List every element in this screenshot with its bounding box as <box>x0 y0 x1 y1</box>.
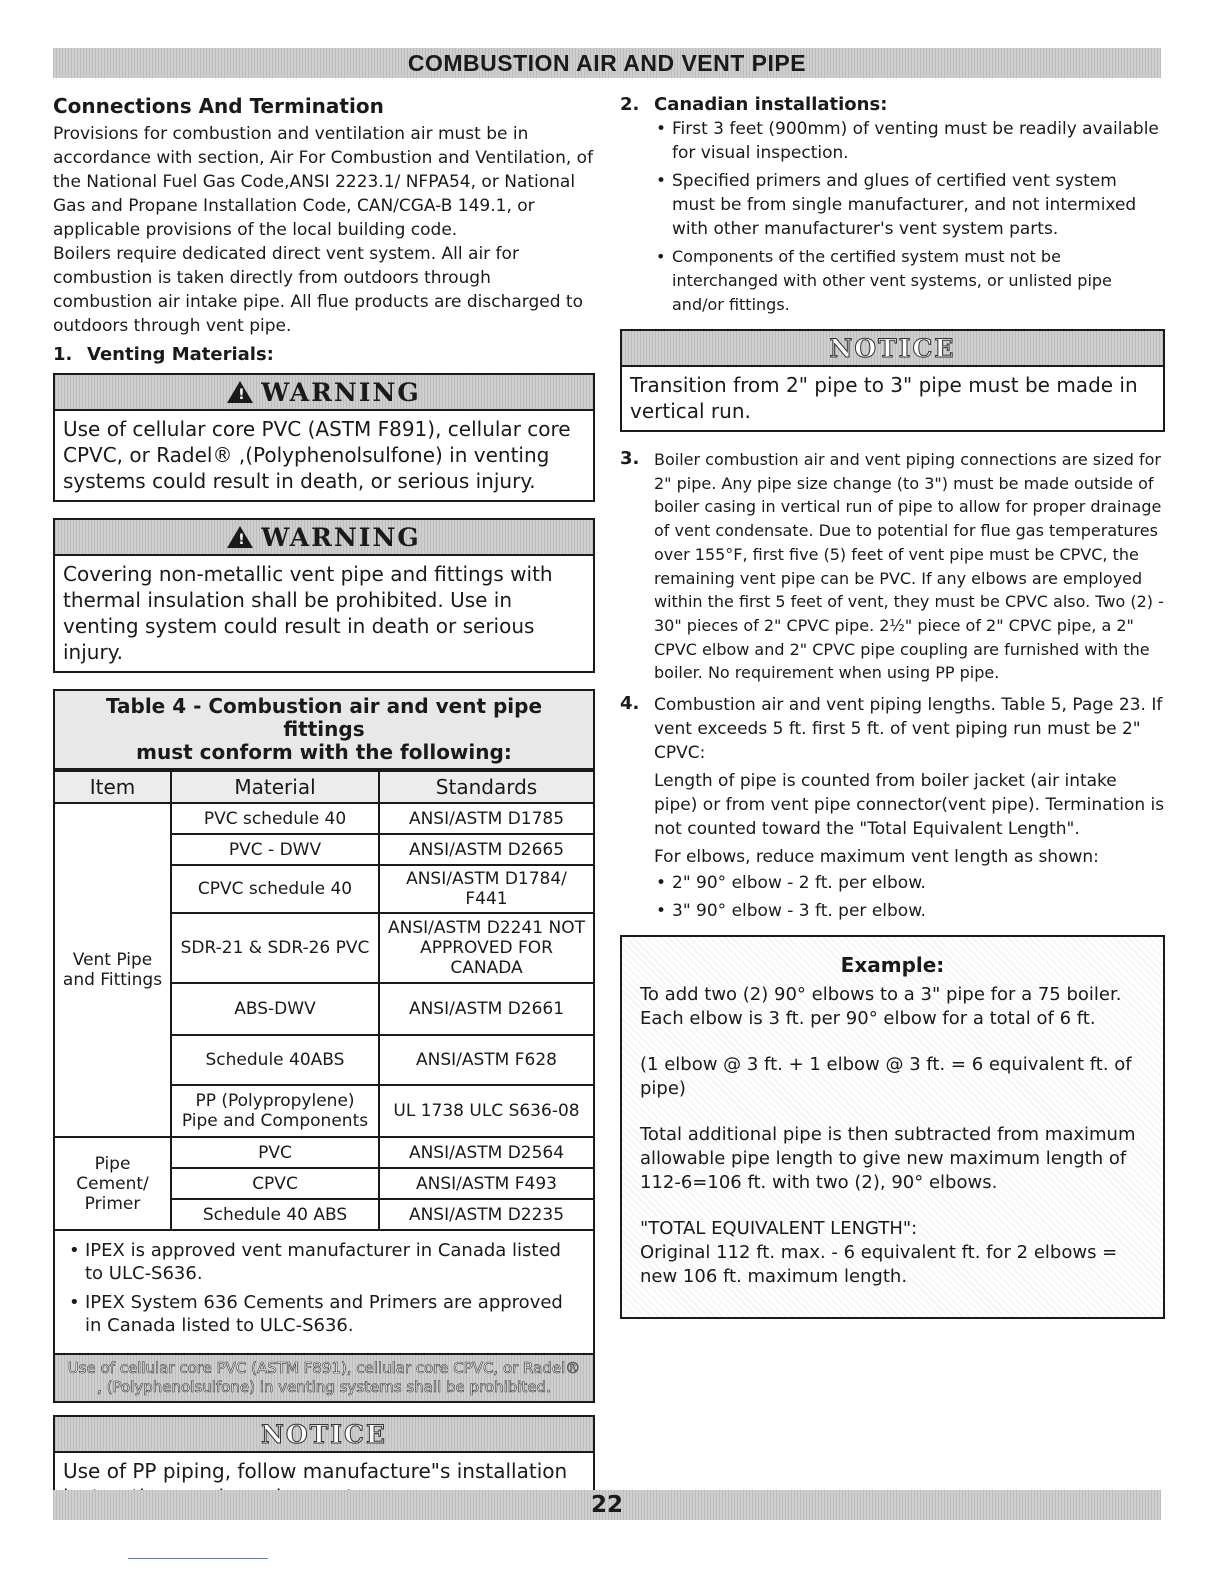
warning-header: ! WARNING <box>55 375 593 411</box>
table-cell: CPVC schedule 40 <box>171 865 379 913</box>
table-cell: Schedule 40ABS <box>171 1035 379 1085</box>
page-title: COMBUSTION AIR AND VENT PIPE <box>407 49 807 76</box>
notice-text: Use of PP piping, follow manufacture"s installation <box>63 1459 568 1483</box>
warning-triangle-icon: ! <box>227 526 253 548</box>
canadian-installations-title: Canadian installations: <box>654 94 888 115</box>
list-item: • Components of the certified system must not be interchanged with other vent systems, or unlisted pipe and/or fittings. <box>654 245 1165 317</box>
table-cell: ANSI/ASTM F628 <box>379 1035 593 1085</box>
item-pipe-connections: 3. Boiler combustion air and vent piping connections are sized for 2" pipe. Any pipe size change (to 3") must be made outside of boiler casing in vertical run of pipe to allow for proper drainage of vent condensate. Due to potential for flue gas temperatures over 155°F, first five (5) feet of vent pipe must be CPVC, the remaining vent pipe can be PVC. If any elbows are employed within the first 5 feet of vent, they must be CPVC also. Two (2) - 30" pieces of 2" CPVC pipe. 2½" piece of 2" CPVC pipe, a 2" CPVC elbow and 2" CPVC pipe coupling are furnished with the boiler. No requirement when using PP pipe. <box>620 448 1165 685</box>
warning-triangle-icon: ! <box>227 381 253 403</box>
page-footer-bar <box>53 1490 1161 1520</box>
list-item: • 3" 90° elbow - 3 ft. per elbow. <box>654 899 1165 923</box>
warning-text: Covering non-metallic vent pipe and fittings with thermal insulation shall be prohibited. Use in venting system could result in death or serious injury. <box>63 562 553 664</box>
item-canadian-installations: 2. Canadian installations: • First 3 feet (900mm) of venting must be readily available for visual inspection. • Specified primers and glues of certified vent system must be from single manufacturer, and not intermixed with other manufacturer's vent system parts. • Components of the certified system must not be interchanged with other vent systems, or unlisted pipe and/or fittings. <box>620 94 1165 321</box>
column-header-material: Material <box>171 771 379 803</box>
example-title: Example: <box>840 953 945 978</box>
table-cell: ANSI/ASTM D1784/ F441 <box>379 865 593 913</box>
table-cell: ANSI/ASTM D2665 <box>379 834 593 865</box>
list-item: • Specified primers and glues of certified vent system must be from single manufacturer, and not intermixed with other manufacturer's vent system parts. <box>654 169 1165 241</box>
section-title: Connections And Termination <box>53 94 384 118</box>
table-cell: PVC schedule 40 <box>171 803 379 834</box>
example-paragraph: "TOTAL EQUIVALENT LENGTH": Original 112 ft. max. - 6 equivalent ft. for 2 elbows = new 106 ft. maximum length. <box>640 1218 1118 1288</box>
canadian-bullets <box>654 117 1165 317</box>
notice-header: NOTICE <box>622 331 1163 367</box>
left-column <box>53 94 595 1534</box>
page-number: 22 <box>590 1492 623 1518</box>
fittings-table <box>55 770 593 1231</box>
table-cell: ANSI/ASTM D2235 <box>379 1199 593 1230</box>
column-header-standards: Standards <box>379 771 593 803</box>
table-cell: PVC - DWV <box>171 834 379 865</box>
vent-system-paragraph: Boilers require dedicated direct vent system. All air for combustion is taken directly from outdoors through combustion air intake pipe. All flue products are discharged to outdoors through vent pipe. <box>53 244 583 336</box>
column-header-item: Item <box>55 771 171 803</box>
example-paragraph: To add two (2) 90° elbows to a 3" pipe for a 75 boiler. Each elbow is 3 ft. per 90° elbow for a total of 6 ft. <box>640 984 1122 1030</box>
table-notes <box>55 1231 593 1353</box>
list-item: • First 3 feet (900mm) of venting must be readily available for visual inspection. <box>654 117 1165 165</box>
table-cell: SDR-21 & SDR-26 PVC <box>171 913 379 983</box>
example-paragraph: Total additional pipe is then subtracted from maximum allowable pipe length to give new maximum length of 112-6=106 ft. with two (2), 90° elbows. <box>640 1124 1136 1194</box>
table-4-box <box>53 689 595 1403</box>
page-header-bar <box>53 48 1161 78</box>
table-cell: ABS-DWV <box>171 983 379 1035</box>
table-cell: PVC <box>171 1137 379 1168</box>
table-cell: ANSI/ASTM F493 <box>379 1168 593 1199</box>
list-item: • IPEX is approved vent manufacturer in Canada listed to ULC-S636. <box>65 1239 583 1285</box>
row-group-pipe-cement: Pipe Cement/ Primer <box>55 1137 171 1230</box>
venting-materials-heading: 1. Venting Materials: <box>53 344 274 365</box>
pipe-connections-text: Boiler combustion air and vent piping connections are sized for 2" pipe. Any pipe size change (to 3") must be made outside of boiler casing in vertical run of pipe to allow for proper drainage of vent condensate. Due to potential for flue gas temperatures over 155°F, first five (5) feet of vent pipe must be CPVC, the remaining vent pipe can be PVC. If any elbows are employed within the first 5 feet of vent, they must be CPVC also. Two (2) - 30" pieces of 2" CPVC pipe. 2½" piece of 2" CPVC pipe, a 2" CPVC elbow and 2" CPVC pipe coupling are furnished with the boiler. No requirement when using PP pipe. <box>654 450 1164 683</box>
item-piping-lengths: 4. Combustion air and vent piping lengths. Table 5, Page 23. If vent exceeds 5 ft. first 5 ft. of vent piping run must be 2" CPVC: Length of pipe is counted from boiler jacket (air intake pipe) or from vent pipe connector(vent pipe). Termination is not counted toward the "Total Equivalent Length". For elbows, reduce maximum vent length as shown: • 2" 90° elbow - 2 ft. per elbow. • 3" 90° elbow - 3 ft. per elbow. <box>620 693 1165 927</box>
table-cell: UL 1738 ULC S636-08 <box>379 1085 593 1137</box>
list-item: • 2" 90° elbow - 2 ft. per elbow. <box>654 871 1165 895</box>
table-cell: Schedule 40 ABS <box>171 1199 379 1230</box>
notice-header: NOTICE <box>55 1417 593 1453</box>
row-group-vent-pipe: Vent Pipe and Fittings <box>55 803 171 1137</box>
elbow-bullets <box>654 871 1165 923</box>
table-cell: ANSI/ASTM D2241 NOT APPROVED FOR CANADA <box>379 913 593 983</box>
table-cell: ANSI/ASTM D2564 <box>379 1137 593 1168</box>
table-cell: ANSI/ASTM D2661 <box>379 983 593 1035</box>
table-header-row <box>55 771 593 803</box>
notice-text: Transition from 2" pipe to 3" pipe must be made in vertical run. <box>630 373 1138 423</box>
warning-header: ! WARNING <box>55 520 593 556</box>
right-column <box>620 94 1165 1319</box>
table-row <box>55 1137 593 1168</box>
list-item: • IPEX System 636 Cements and Primers are approved in Canada listed to ULC-S636. <box>65 1291 583 1337</box>
table-row <box>55 803 593 834</box>
table-cell: ANSI/ASTM D1785 <box>379 803 593 834</box>
warning-text: Use of cellular core PVC (ASTM F891), cellular core CPVC, or Radel® ,(Polyphenolsulfone) in venting systems could result in death, or serious injury. <box>63 417 571 493</box>
example-box <box>620 935 1165 1319</box>
divider <box>128 1558 268 1559</box>
example-paragraph: (1 elbow @ 3 ft. + 1 elbow @ 3 ft. = 6 equivalent ft. of pipe) <box>640 1054 1132 1100</box>
table-title: Table 4 - Combustion air and vent pipe fittings must conform with the following: <box>55 691 593 770</box>
table-footer-note: Use of cellular core PVC (ASTM F891), cellular core CPVC, or Radel® , (Polyphenolsulfone) in venting systems shall be prohibited. <box>55 1353 593 1401</box>
notice-box-transition <box>620 329 1165 432</box>
warning-box-insulation <box>53 518 595 673</box>
warning-box-cellular-core <box>53 373 595 502</box>
table-cell: CPVC <box>171 1168 379 1199</box>
table-cell: PP (Polypropylene) Pipe and Components <box>171 1085 379 1137</box>
intro-paragraph: Provisions for combustion and ventilation air must be in accordance with section, Air For Combustion and Ventilation, of the National Fuel Gas Code,ANSI 2223.1/ NFPA54, or National Gas and Propane Installation Code, CAN/CGA-B 149.1, or applicable provisions of the local building code. <box>53 124 594 240</box>
